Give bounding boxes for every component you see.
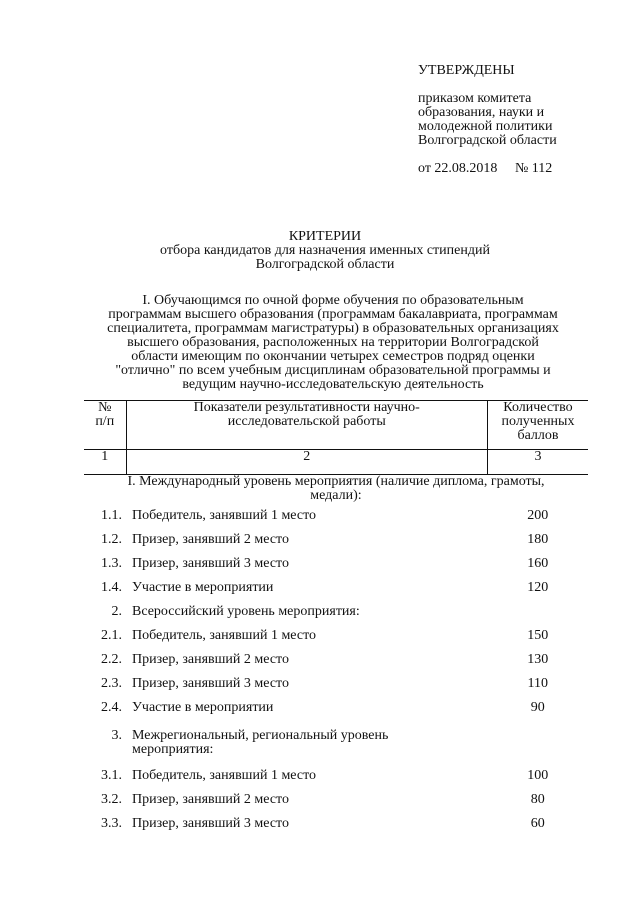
- row-text: Призер, занявший 3 место: [132, 816, 289, 831]
- row-score: 60: [530, 816, 545, 831]
- header-text: №: [98, 400, 112, 415]
- section-line: ведущим научно-исследовательскую деятельность: [182, 377, 484, 392]
- row-text: Призер, занявший 3 место: [132, 556, 289, 571]
- row-number: 2.2.: [101, 652, 122, 667]
- row-text: [126, 725, 488, 769]
- approval-title: УТВЕРЖДЕНЫ: [418, 63, 515, 78]
- row-text: Победитель, занявший 1 место: [132, 508, 317, 523]
- row-number: 2.4.: [101, 700, 122, 715]
- section-line: "отлично" по всем учебным дисциплинам образовательной программы и: [115, 363, 551, 378]
- row-score: 180: [527, 532, 549, 547]
- row-score: [488, 725, 589, 769]
- row-text: Призер, занявший 2 место: [132, 792, 289, 807]
- header-text: полученных: [501, 414, 575, 429]
- row-score: 80: [530, 792, 545, 807]
- criteria-heading: [120, 230, 530, 272]
- column-number: 2: [126, 450, 488, 475]
- table-row: [84, 817, 588, 841]
- row-text: Участие в мероприятии: [132, 700, 274, 715]
- category-text: I. Международный уровень мероприятия (наличие диплома, грамоты,: [127, 474, 545, 489]
- row-number: 2.1.: [101, 628, 122, 643]
- row-number: 3.: [111, 728, 122, 743]
- approval-number: № 112: [514, 161, 553, 176]
- table-row: [84, 769, 588, 793]
- row-score: 110: [527, 676, 548, 691]
- criteria-subtitle: отбора кандидатов для назначения именных стипендий: [160, 243, 490, 258]
- criteria-table: [84, 400, 588, 841]
- table-row: [84, 701, 588, 725]
- approval-date: от 22.08.2018: [418, 161, 498, 176]
- approval-line: приказом комитета: [418, 91, 532, 106]
- category-row: [84, 475, 588, 510]
- row-text: Призер, занявший 3 место: [132, 676, 289, 691]
- row-score: 90: [530, 700, 545, 715]
- row-number: 2.: [111, 604, 122, 619]
- table-row: [84, 557, 588, 581]
- row-score: 160: [527, 556, 549, 571]
- table-row: [84, 793, 588, 817]
- row-score: 150: [527, 628, 549, 643]
- column-number: 3: [488, 450, 589, 475]
- approval-line: Волгоградской области: [418, 133, 557, 148]
- header-text: исследовательской работы: [227, 414, 386, 429]
- section-line: I. Обучающимся по очной форме обучения по образовательным: [142, 293, 524, 308]
- header-indicators: [126, 401, 488, 450]
- row-text-line: Межрегиональный, региональный уровень: [132, 728, 389, 743]
- approval-block: [418, 64, 618, 176]
- category-international: [84, 475, 588, 510]
- table-row: [84, 581, 588, 605]
- row-text: Призер, занявший 2 место: [132, 652, 289, 667]
- table-row: [84, 629, 588, 653]
- column-number-row: [84, 450, 588, 475]
- section-heading: [88, 294, 578, 392]
- header-text: баллов: [517, 428, 559, 443]
- criteria-subtitle: Волгоградской области: [255, 257, 395, 272]
- header-number: [84, 401, 126, 450]
- section-line: специалитета, программам магистратуры) в образовательных организациях: [107, 321, 559, 336]
- header-text: Количество: [503, 400, 573, 415]
- row-number: 3.1.: [101, 768, 122, 783]
- table-row: [84, 653, 588, 677]
- section-line: программам высшего образования (программам бакалавриата, программам: [108, 307, 558, 322]
- approval-order: [418, 162, 618, 176]
- row-text-line: мероприятия:: [132, 742, 214, 757]
- row-score: 130: [527, 652, 549, 667]
- row-text: Победитель, занявший 1 место: [132, 768, 317, 783]
- approval-line: молодежной политики: [418, 119, 553, 134]
- header-text: Показатели результативности научно-: [193, 400, 420, 415]
- row-score: 120: [527, 580, 549, 595]
- row-number: 1.2.: [101, 532, 122, 547]
- section-line: высшего образования, расположенных на территории Волгоградской: [127, 335, 539, 350]
- row-number: 1.4.: [101, 580, 122, 595]
- row-number: 1.1.: [101, 508, 122, 523]
- criteria-title: КРИТЕРИИ: [288, 229, 362, 244]
- row-number: 1.3.: [101, 556, 122, 571]
- row-text: Всероссийский уровень мероприятия:: [132, 604, 360, 619]
- row-score: [488, 605, 589, 629]
- approval-line: образования, науки и: [418, 105, 545, 120]
- row-score: 200: [527, 508, 549, 523]
- category-text: медали):: [310, 488, 362, 503]
- table-row: [84, 677, 588, 701]
- row-text: Призер, занявший 2 место: [132, 532, 289, 547]
- row-score: 100: [527, 768, 549, 783]
- row-number: 3.3.: [101, 816, 122, 831]
- header-text: п/п: [95, 414, 115, 429]
- table-header-row: [84, 401, 588, 450]
- table-row: [84, 509, 588, 533]
- row-number: 3.2.: [101, 792, 122, 807]
- row-number: 2.3.: [101, 676, 122, 691]
- table-row-section: [84, 605, 588, 629]
- row-text: Победитель, занявший 1 место: [132, 628, 317, 643]
- column-number: 1: [84, 450, 126, 475]
- section-line: области имеющим по окончании четырех семестров подряд оценки: [131, 349, 535, 364]
- table-row: [84, 533, 588, 557]
- table-row-section: [84, 725, 588, 769]
- row-text: Участие в мероприятии: [132, 580, 274, 595]
- header-points: [488, 401, 589, 450]
